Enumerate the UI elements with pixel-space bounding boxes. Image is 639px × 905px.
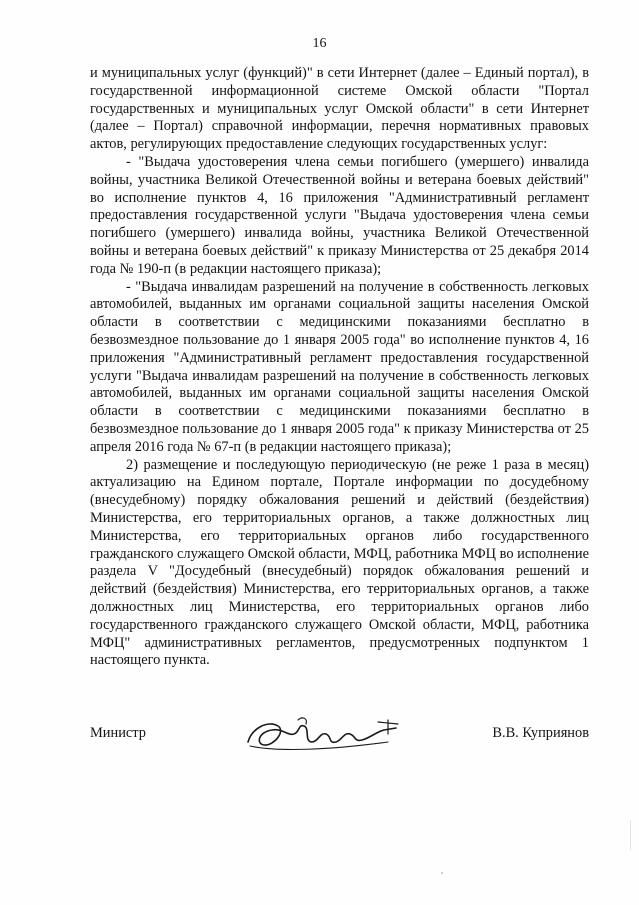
paragraph-service-cars: - "Выдача инвалидам разрешений на получение в собственность легковых автомобилей, выданных им органами социальной защиты населения Омской области в соответствии с медицинскими показаниями бесплатно в безвозмездное пользование до 1 января 2005 года" во исполнение пунктов 4, 16 приложения "Административный регламент предоставления государственной услуги "Выдача инвалидам разрешений на получение в собственность легковых автомобилей, выданных им органами социальной защиты населения Омской области в соответствии с медицинскими показаниями бесплатно в безвозмездное пользование до 1 января 2005 года" к приказу Министерства от 25 апреля 2016 года № 67-п (в редакции настоящего приказа); bbox=[90, 278, 589, 455]
scan-speck bbox=[441, 872, 443, 874]
body-text bbox=[90, 65, 589, 670]
handwritten-signature-icon bbox=[238, 712, 408, 756]
signature-block bbox=[90, 720, 589, 760]
page-number: 16 bbox=[312, 36, 327, 51]
scan-speck bbox=[630, 820, 631, 850]
paragraph-appeal-procedure: 2) размещение и последующую периодическую (не реже 1 раза в месяц) актуализацию на Едином портале, Портале информации по досудебному (внесудебному) порядку обжалования решений и действий (бездействия) Министерства, его территориальных органов, а также должностных лиц Министерства, его территориальных органов либо государственного гражданского служащего Омской области, МФЦ, работника МФЦ во исполнение раздела V "Досудебный (внесудебный) порядок обжалования решений и действий (бездействия) Министерства, его территориальных органов, а также должностных лиц Министерства, его территориальных органов либо государственного гражданского служащего Омской области, МФЦ, работника МФЦ" административных регламентов, предусмотренных подпунктом 1 настоящего пункта. bbox=[90, 456, 589, 669]
signatory-name: В.В. Куприянов bbox=[492, 725, 589, 741]
signatory-title: Министр bbox=[90, 725, 146, 741]
paragraph-services-intro: и муниципальных услуг (функций)" в сети Интернет (далее – Единый портал), в государственной информационной системе Омской области "Портал государственных и муниципальных услуг Омской области" в сети Интернет (далее – Портал) справочной информации, перечня нормативных правовых актов, регулирующих предоставление следующих государственных услуг: bbox=[90, 65, 589, 153]
paragraph-service-certificate: - "Выдача удостоверения члена семьи погибшего (умершего) инвалида войны, участника Великой Отечественной войны и ветерана боевых действий" во исполнение пунктов 4, 16 приложения "Административный регламент предоставления государственной услуги "Выдача удостоверения члена семьи погибшего (умершего) инвалида войны, участника Великой Отечественной войны и ветерана боевых действий" к приказу Министерства от 25 декабря 2014 года № 190-п (в редакции настоящего приказа); bbox=[90, 153, 589, 277]
